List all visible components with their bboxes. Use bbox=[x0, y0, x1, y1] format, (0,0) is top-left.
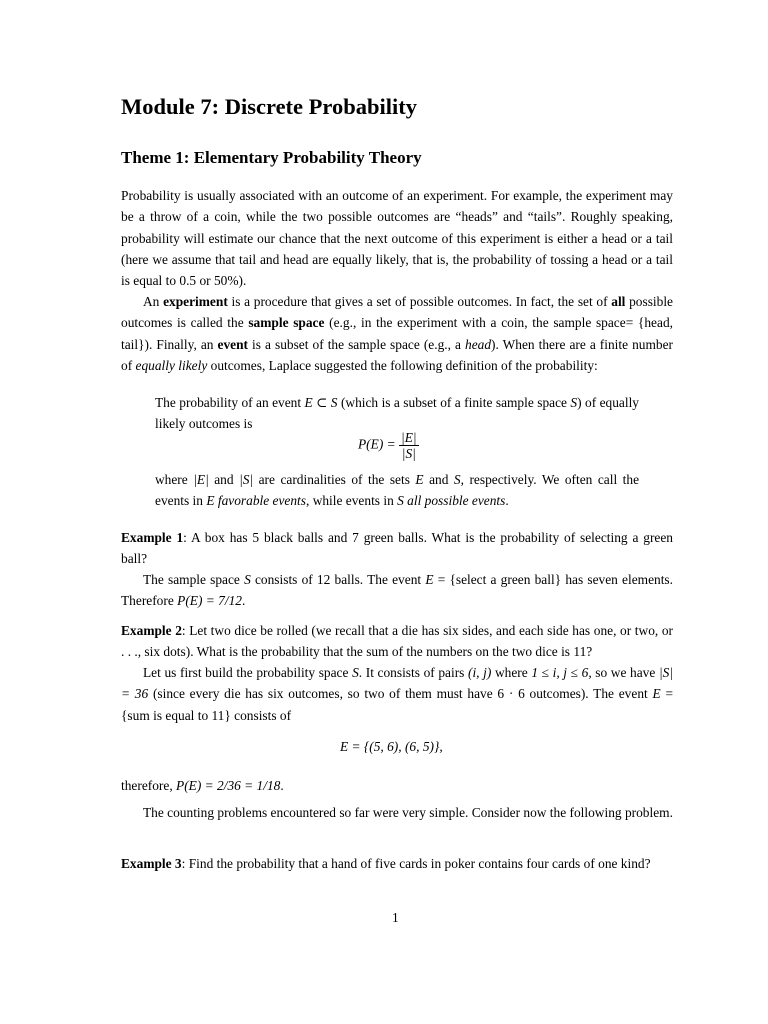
page-number: 1 bbox=[392, 910, 399, 925]
definition-explanation: where |E| and |S| are cardinalities of the sets E and S, respectively. We often call the events in E favorable events, while events in S all possible events. bbox=[155, 472, 640, 509]
example-2-question: Example 2: Let two dice be rolled (we recall that a die has six sides, and each side has one, or two, or . . ., six dots). What is the probability that the sum of the numbers on the two dice is 11? bbox=[121, 623, 673, 660]
example-1-answer: The sample space S consists of 12 balls. The event E = {select a green ball} has seven elements. Therefore P(E) = 7/12. bbox=[121, 572, 673, 609]
intro-paragraph-2: An experiment is a procedure that gives a set of possible outcomes. In fact, the set of all possible outcomes is called the sample space (e.g., in the experiment with a coin, the sample space= {head, tail}). Finally, an event is a subset of the sample space (e.g., a head). When there are a finite number of equally likely outcomes, Laplace suggested the following definition of the probability: bbox=[121, 294, 673, 373]
example-2-answer: Let us first build the probability space S. It consists of pairs (i, j) where 1 ≤ i, j ≤ 6, so we have |S| = 36 (since every die has six outcomes, so two of them must have 6 · 6 outcomes). The event E = {sum is equal to 11} consists of bbox=[121, 665, 674, 723]
example-1-question: Example 1: A box has 5 black balls and 7 green balls. What is the probability of selecting a green ball? bbox=[121, 530, 673, 567]
probability-formula: P(E) = $\frac{|E|}{|S|}$ bbox=[358, 430, 417, 461]
intro-paragraph-1: Probability is usually associated with an outcome of an experiment. For example, the experiment may be a throw of a coin, while the two possible outcomes are “heads” and “tails”. Roughly speaking, probability will estimate our chance that the next outcome of this experiment is either a head or a tail (here we assume that tail and head are equally likely, that is, the probability of tossing a head or a tail is equal to 0.5 or 50%). bbox=[121, 188, 673, 289]
event-set-display: E = {(5, 6), (6, 5)}, bbox=[340, 739, 443, 754]
module-title: Module 7: Discrete Probability bbox=[121, 94, 418, 119]
transition-paragraph: The counting problems encountered so far were very simple. Consider now the following problem. bbox=[143, 805, 673, 820]
definition-statement: The probability of an event E ⊂ S (which is a subset of a finite sample space S) of equally likely outcomes is bbox=[155, 395, 640, 432]
example-2-conclusion: therefore, P(E) = 2/36 = 1/18. bbox=[121, 778, 284, 793]
example-3-question: Example 3: Find the probability that a hand of five cards in poker contains four cards of one kind? bbox=[121, 856, 651, 871]
theme-title: Theme 1: Elementary Probability Theory bbox=[121, 148, 422, 167]
